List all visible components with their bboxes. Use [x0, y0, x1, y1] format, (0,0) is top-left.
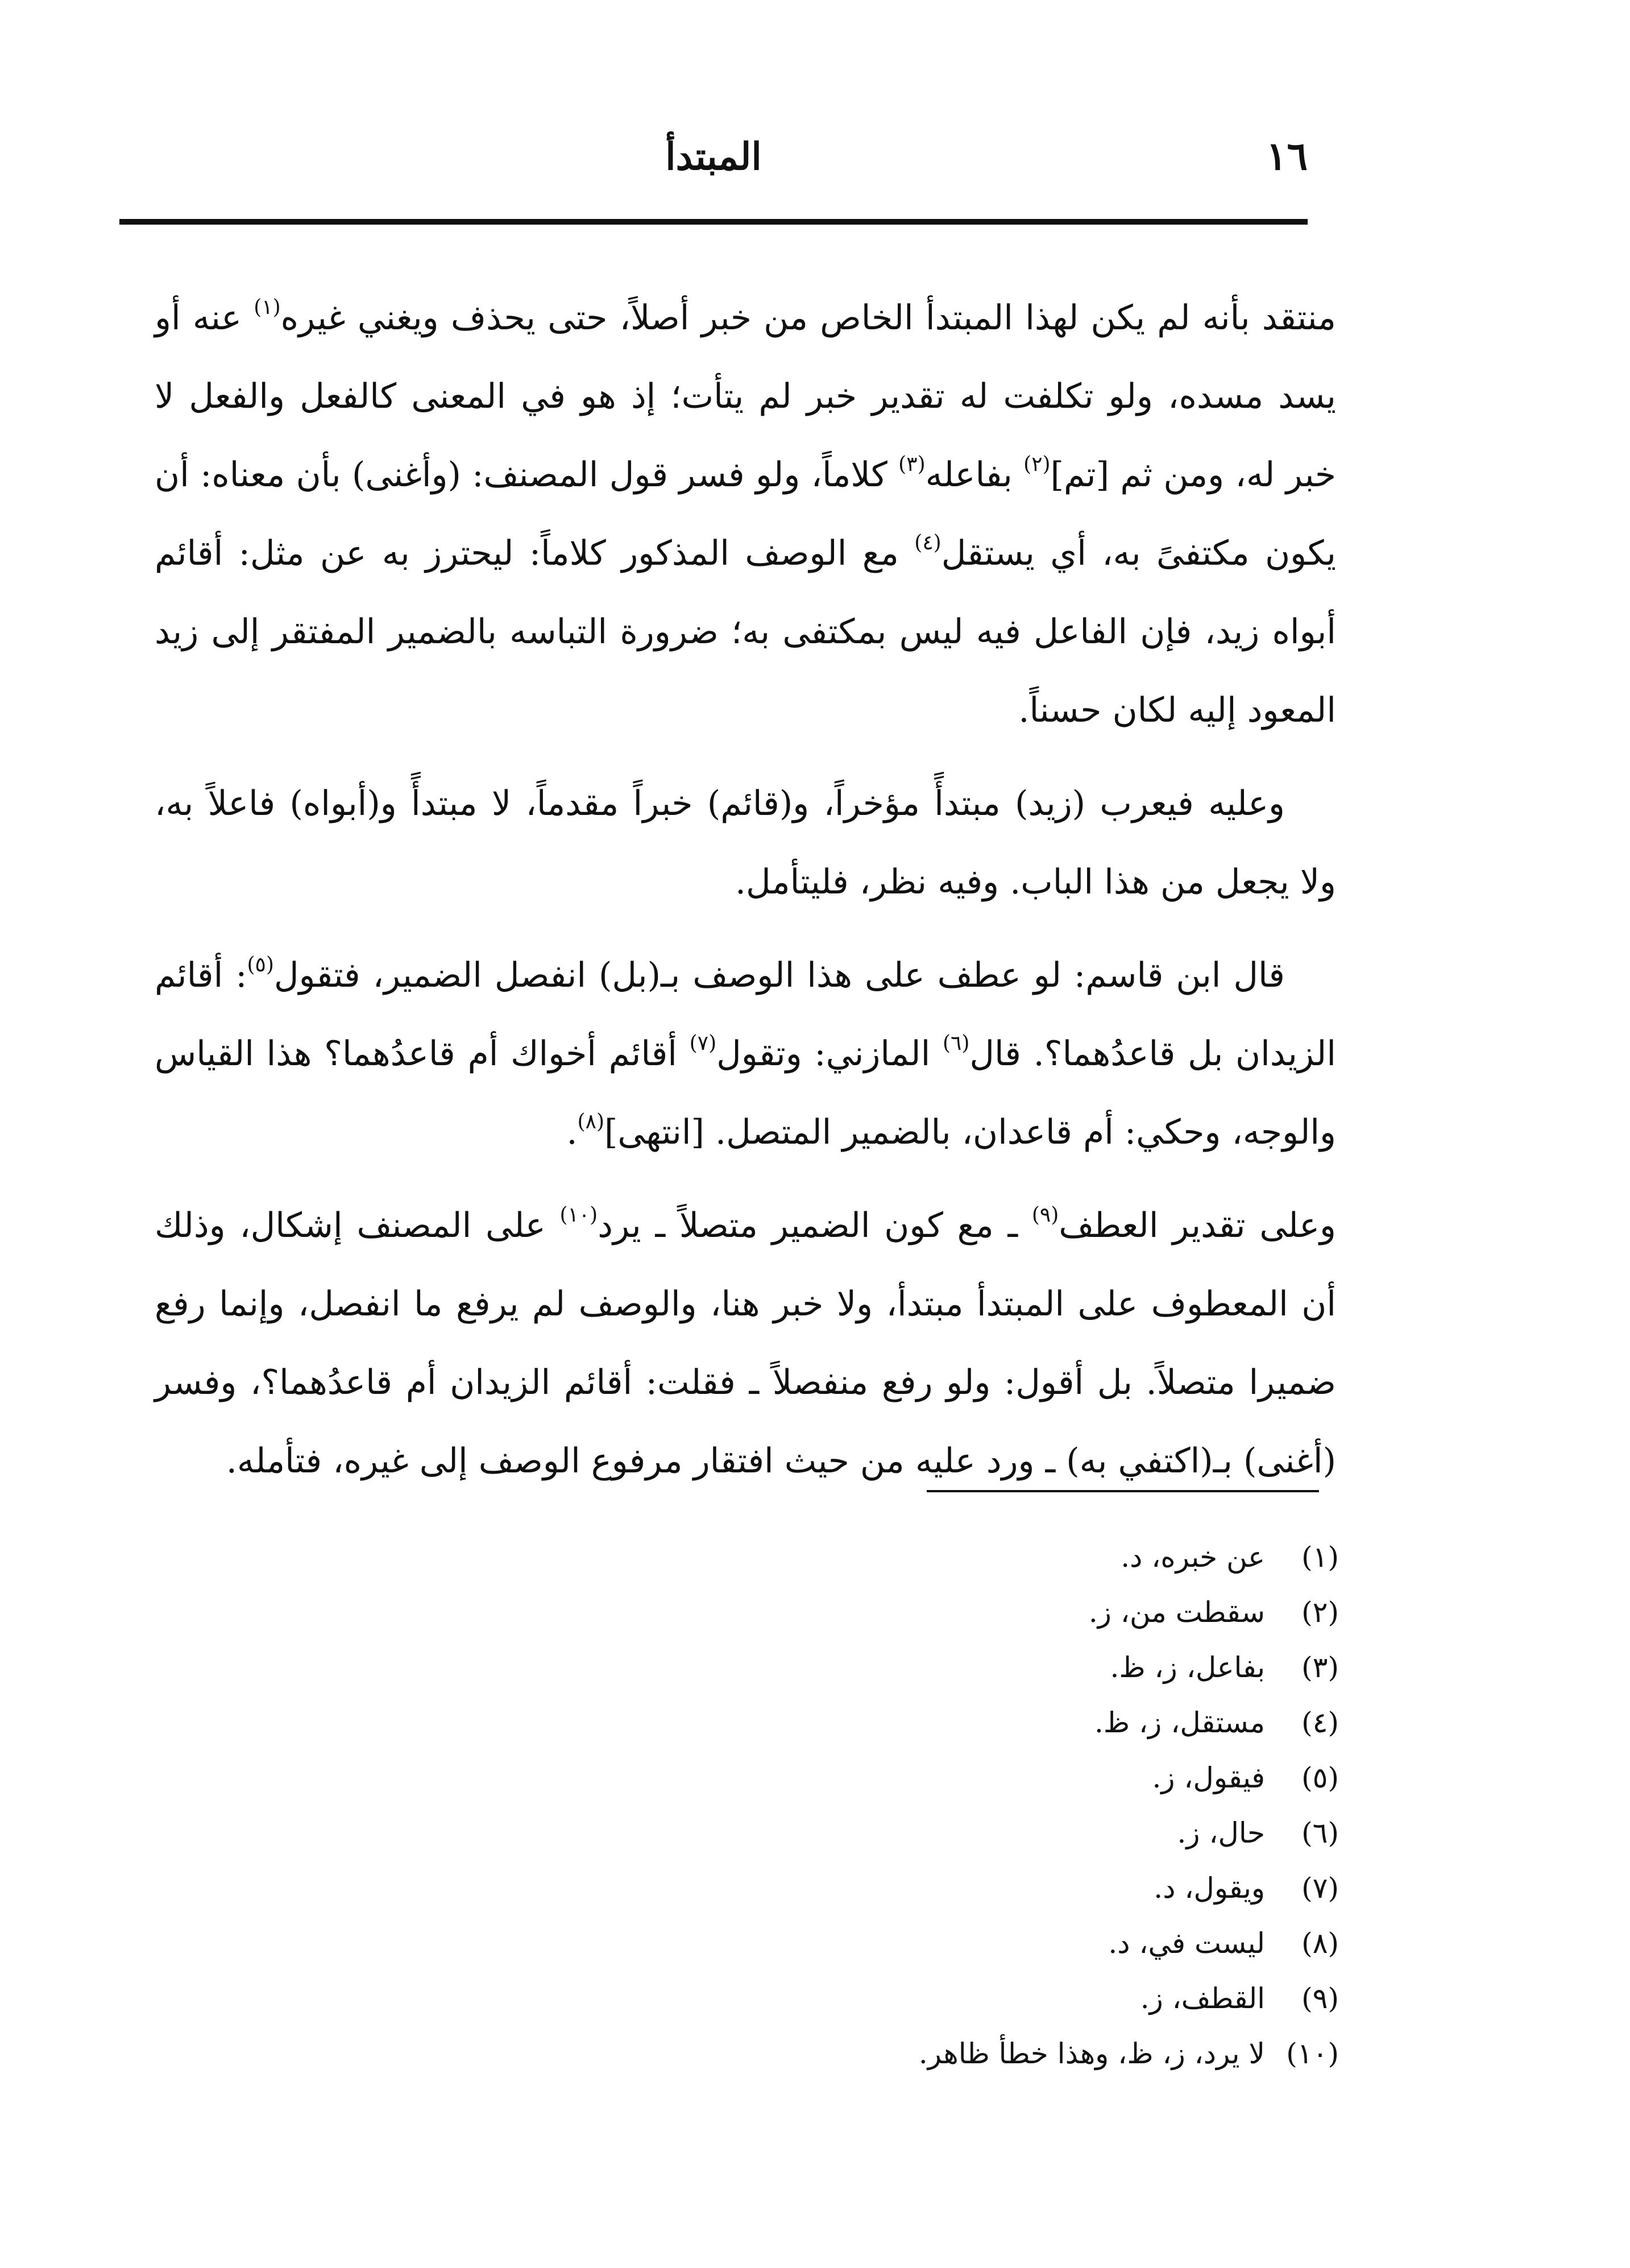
footnote-mark-10: (١٠)	[559, 1203, 598, 1227]
footnote-mark-2: (٢)	[1023, 453, 1051, 476]
footnote-4	[657, 1695, 1339, 1750]
text-segment: وعليه فيعرب (زيد) مبتدأً مؤخراً، و(قائم) خبراً مقدماً، لا مبتدأً و(أبواه) فاعلاً به، ولا يجعل من هذا الباب. وفيه نظر، فليتأمل.	[155, 784, 1336, 902]
paragraph-2	[155, 764, 1336, 921]
text-segment: بفاعله	[925, 455, 1013, 495]
footnote-number: (١)	[1301, 1541, 1339, 1574]
footnote-number: (٧)	[1301, 1872, 1339, 1905]
text-segment: عنه أو يسد مسده، ولو تكلفت له تقدير خبر لم يتأت؛ إذ هو في المعنى كالفعل والفعل لا خبر له، ومن ثم [تم]	[155, 298, 1336, 495]
text-segment: منتقد بأنه لم يكن لهذا المبتدأ الخاص من خبر أصلاً، حتى يحذف ويغني غيره	[280, 298, 1336, 338]
page-header	[119, 125, 1308, 188]
footnote-mark-7: (٧)	[689, 1032, 717, 1055]
text-segment: .	[566, 1112, 578, 1152]
footnote-1	[657, 1530, 1339, 1585]
footnote-mark-3: (٣)	[898, 453, 926, 476]
footnote-text: عن خبره، د.	[1121, 1541, 1265, 1574]
paragraph-1	[155, 279, 1336, 750]
main-text	[155, 279, 1336, 1515]
footnote-7	[657, 1861, 1339, 1916]
footnote-number: (٨)	[1301, 1927, 1339, 1960]
footnote-10	[657, 2026, 1339, 2081]
footnote-mark-1: (١)	[254, 296, 281, 319]
footnote-text: القطف، ز.	[1140, 1982, 1265, 2015]
paragraph-4	[155, 1186, 1336, 1500]
footnote-mark-8: (٨)	[577, 1110, 604, 1133]
footnote-number: (٦)	[1301, 1816, 1339, 1849]
footnote-number: (٣)	[1301, 1651, 1339, 1684]
footnote-number: (٤)	[1301, 1706, 1339, 1739]
footnote-number: (٩)	[1301, 1982, 1339, 2015]
text-segment: : أقائم الزيدان بل قاعدُهما؟. قال	[155, 955, 1337, 1074]
footnote-separator	[927, 1490, 1319, 1492]
footnote-8	[657, 1916, 1339, 1971]
footnote-text: فيقول، ز.	[1152, 1761, 1265, 1794]
footnote-text: سقطت من، ز.	[1088, 1596, 1265, 1629]
footnote-text: بفاعل، ز، ظ.	[1110, 1651, 1265, 1684]
footnote-number: (٢)	[1301, 1596, 1339, 1629]
text-segment: على المصنف إشكال، وذلك أن المعطوف على المبتدأ مبتدأ، ولا خبر هنا، والوصف لم يرفع ما انفصل، وإنما رفع ضميرا متصلاً. بل أقول: ولو رفع منفصلاً ـ فقلت: أقائم الزيدان أم قاعدُهما؟، وفسر (أغنى) بـ(اكتفي به) ـ ورد عليه من حيث افتقار مرفوع الوصف إلى غيره، فتأمله.	[155, 1206, 1336, 1481]
header-rule	[119, 219, 1308, 225]
footnote-9	[657, 1971, 1339, 2026]
footnote-5	[657, 1750, 1339, 1806]
page-number: ١٦	[1266, 134, 1308, 179]
footnote-text: مستقل، ز، ظ.	[1094, 1706, 1265, 1739]
text-segment: قال ابن قاسم: لو عطف على هذا الوصف بـ(بل) انفصل الضمير، فتقول	[273, 955, 1285, 995]
text-segment: كلاماً، ولو فسر قول المصنف: (وأغنى) بأن معناه: أن يكون مكتفىً به، أي يستقل	[155, 455, 1336, 573]
footnote-mark-4: (٤)	[914, 531, 941, 554]
text-segment: أقائم أخواك أم قاعدُهما؟ هذا القياس والوجه، وحكي: أم قاعدان، بالضمير المتصل. [انتهى]	[155, 1034, 1336, 1152]
footnote-3	[657, 1640, 1339, 1695]
footnotes	[657, 1530, 1339, 2081]
footnote-6	[657, 1806, 1339, 1861]
footnote-mark-9: (٩)	[1031, 1203, 1059, 1227]
running-title: المبتدأ	[665, 134, 762, 179]
footnote-text: ويقول، د.	[1154, 1872, 1265, 1905]
footnote-text: حال، ز.	[1177, 1816, 1265, 1849]
footnote-mark-5: (٥)	[247, 953, 274, 976]
footnote-number: (١٠)	[1286, 2037, 1339, 2070]
text-segment: ـ مع كون الضمير متصلاً ـ يرد	[598, 1206, 1018, 1245]
text-segment: المازني: وتقول	[716, 1034, 931, 1074]
text-segment: وعلى تقدير العطف	[1059, 1206, 1337, 1245]
text-segment: مع الوصف المذكور كلاماً: ليحترز به عن مثل: أقائم أبواه زيد، فإن الفاعل فيه ليس بمكتفى به؛ ضرورة التباسه بالضمير المفتقر إلى زيد المعود إليه لكان حسناً.	[155, 533, 1336, 730]
footnote-text: لا يرد، ز، ظ، وهذا خطأ ظاهر.	[918, 2037, 1265, 2070]
paragraph-3	[155, 936, 1336, 1172]
footnote-mark-6: (٦)	[942, 1032, 970, 1055]
footnote-number: (٥)	[1301, 1761, 1339, 1794]
footnote-2	[657, 1585, 1339, 1640]
footnote-text: ليست في، د.	[1108, 1927, 1265, 1960]
